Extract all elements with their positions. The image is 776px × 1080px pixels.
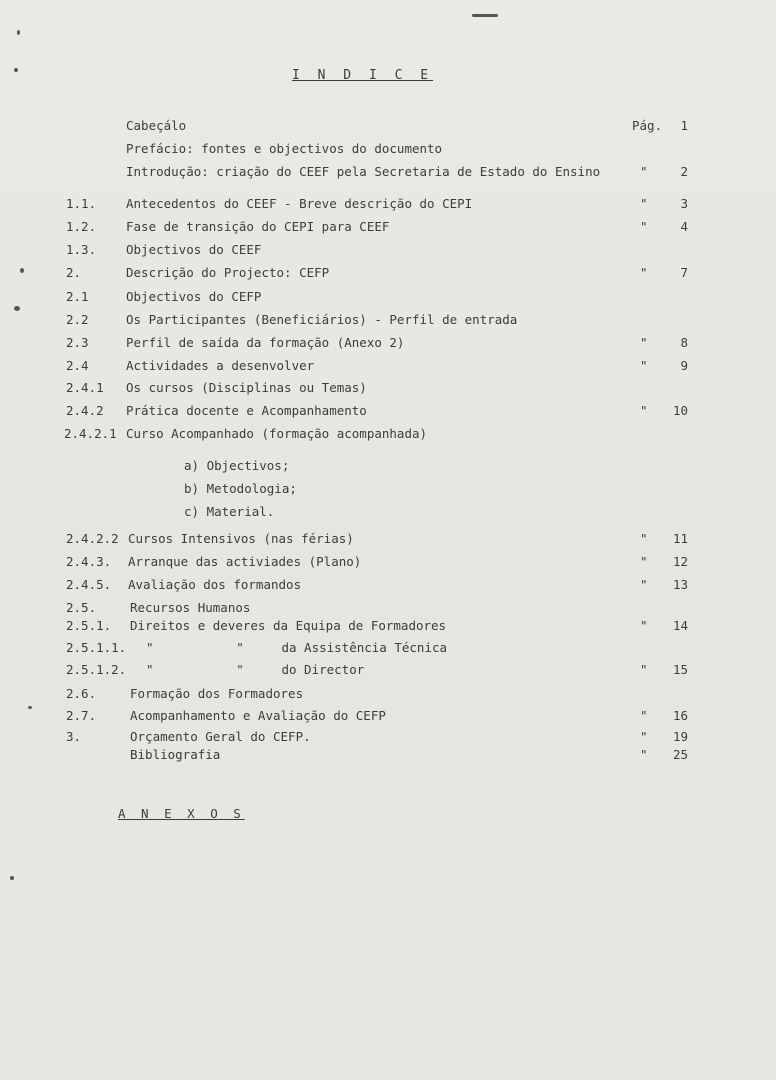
entry-page: 13 bbox=[672, 577, 688, 592]
entry-text: Arranque das activiades (Plano) bbox=[128, 554, 362, 569]
entry-page: 19 bbox=[672, 729, 688, 744]
sub-item bbox=[0, 458, 776, 476]
toc-entry bbox=[0, 265, 776, 283]
sub-item bbox=[0, 481, 776, 499]
entry-number: 1.3. bbox=[66, 242, 97, 257]
entry-text: Acompanhamento e Avaliação do CEFP bbox=[130, 708, 386, 723]
entry-number: 2.5.1.2. bbox=[66, 662, 127, 677]
toc-entry bbox=[0, 662, 776, 680]
entry-number: 2.2 bbox=[66, 312, 89, 327]
toc-entry bbox=[0, 403, 776, 421]
entry-page: 16 bbox=[672, 708, 688, 723]
entry-number: 2.4.2.2 bbox=[66, 531, 119, 546]
toc-entry bbox=[0, 729, 776, 747]
entry-number: 2.4.3. bbox=[66, 554, 112, 569]
sub-item bbox=[0, 504, 776, 522]
toc-entry bbox=[0, 747, 776, 765]
entry-text: Objectivos do CEEF bbox=[126, 242, 262, 257]
page-label: Pág. bbox=[632, 118, 663, 133]
entry-number: 3. bbox=[66, 729, 82, 744]
ditto-mark: " bbox=[640, 554, 648, 569]
entry-page: 8 bbox=[680, 335, 688, 350]
toc-entry bbox=[0, 380, 776, 398]
toc-entry bbox=[0, 577, 776, 595]
entry-text: Avaliação dos formandos bbox=[128, 577, 302, 592]
entry-text: Os cursos (Disciplinas ou Temas) bbox=[126, 380, 367, 395]
entry-text: Cabeçálo bbox=[126, 118, 187, 133]
entry-number: 1.2. bbox=[66, 219, 97, 234]
entry-text: Direitos e deveres da Equipa de Formadores bbox=[130, 618, 447, 633]
entry-text: Fase de transição do CEPI para CEEF bbox=[126, 219, 390, 234]
entry-page: 14 bbox=[672, 618, 688, 633]
ditto-mark: " bbox=[640, 662, 648, 677]
index-title: I N D I C E bbox=[292, 68, 434, 83]
toc-entry bbox=[0, 531, 776, 549]
entry-text: Orçamento Geral do CEFP. bbox=[130, 729, 311, 744]
entry-number: 2.5.1.1. bbox=[66, 640, 127, 655]
entry-number: 1.1. bbox=[66, 196, 97, 211]
entry-number: 2.3 bbox=[66, 335, 89, 350]
margin-speck bbox=[17, 30, 20, 35]
entry-text: Prática docente e Acompanhamento bbox=[126, 403, 367, 418]
ditto-mark: " bbox=[640, 729, 648, 744]
entry-number: 2.1 bbox=[66, 289, 89, 304]
entry-text: " " do Director bbox=[146, 662, 365, 677]
entry-text: Perfil de saída da formação (Anexo 2) bbox=[126, 335, 405, 350]
entry-text: Prefácio: fontes e objectivos do documento bbox=[126, 141, 443, 156]
toc-entry bbox=[0, 118, 776, 136]
margin-speck bbox=[10, 876, 14, 880]
toc-entry bbox=[0, 289, 776, 307]
ditto-mark: " bbox=[640, 335, 648, 350]
entry-page: 12 bbox=[672, 554, 688, 569]
staple-mark bbox=[472, 14, 498, 17]
entry-text: Recursos Humanos bbox=[130, 600, 251, 615]
entry-text: Objectivos do CEFP bbox=[126, 289, 262, 304]
entry-page: 3 bbox=[680, 196, 688, 211]
toc-entry bbox=[0, 708, 776, 726]
margin-speck bbox=[20, 268, 24, 273]
entry-text: Descrição do Projecto: CEFP bbox=[126, 265, 330, 280]
toc-entry bbox=[0, 358, 776, 376]
ditto-mark: " bbox=[640, 164, 648, 179]
toc-entry bbox=[0, 335, 776, 353]
entry-page: 2 bbox=[680, 164, 688, 179]
entry-text: Actividades a desenvolver bbox=[126, 358, 315, 373]
entry-number: 2. bbox=[66, 265, 82, 280]
ditto-mark: " bbox=[640, 531, 648, 546]
toc-entry bbox=[0, 554, 776, 572]
margin-speck bbox=[28, 706, 32, 709]
entry-page: 25 bbox=[672, 747, 688, 762]
toc-entry bbox=[0, 141, 776, 159]
annex-title: A N E X O S bbox=[118, 806, 245, 821]
entry-text: Os Participantes (Beneficiários) - Perfil de entrada bbox=[126, 312, 518, 327]
ditto-mark: " bbox=[640, 618, 648, 633]
ditto-mark: " bbox=[640, 358, 648, 373]
ditto-mark: " bbox=[640, 265, 648, 280]
ditto-mark: " bbox=[640, 219, 648, 234]
entry-number: 2.7. bbox=[66, 708, 97, 723]
entry-page: 4 bbox=[680, 219, 688, 234]
sub-item-text: c) Material. bbox=[184, 504, 275, 519]
entry-number: 2.5.1. bbox=[66, 618, 112, 633]
entry-page: 1 bbox=[680, 118, 688, 133]
entry-text: Bibliografia bbox=[130, 747, 221, 762]
entry-text: Cursos Intensivos (nas férias) bbox=[128, 531, 354, 546]
toc-entry bbox=[0, 242, 776, 260]
entry-number: 2.4.1 bbox=[66, 380, 104, 395]
margin-speck bbox=[14, 306, 20, 311]
entry-text: Antecedentos do CEEF - Breve descrição do CEPI bbox=[126, 196, 473, 211]
sub-item-text: b) Metodologia; bbox=[184, 481, 297, 496]
toc-entry bbox=[0, 640, 776, 658]
toc-entry bbox=[0, 312, 776, 330]
sub-item-text: a) Objectivos; bbox=[184, 458, 290, 473]
entry-number: 2.5. bbox=[66, 600, 97, 615]
entry-page: 7 bbox=[680, 265, 688, 280]
entry-page: 11 bbox=[672, 531, 688, 546]
entry-page: 15 bbox=[672, 662, 688, 677]
ditto-mark: " bbox=[640, 747, 648, 762]
entry-text: Curso Acompanhado (formação acompanhada) bbox=[126, 426, 428, 441]
toc-entry bbox=[0, 618, 776, 636]
entry-text: Introdução: criação do CEEF pela Secretaria de Estado do Ensino bbox=[126, 164, 601, 179]
margin-speck bbox=[14, 68, 18, 72]
entry-text: " " da Assistência Técnica bbox=[146, 640, 448, 655]
entry-number: 2.4.2.1 bbox=[64, 426, 117, 441]
ditto-mark: " bbox=[640, 708, 648, 723]
toc-entry bbox=[0, 600, 776, 618]
entry-number: 2.4.2 bbox=[66, 403, 104, 418]
toc-entry bbox=[0, 426, 776, 444]
entry-page: 9 bbox=[680, 358, 688, 373]
entry-number: 2.6. bbox=[66, 686, 97, 701]
toc-entry bbox=[0, 164, 776, 182]
entry-page: 10 bbox=[672, 403, 688, 418]
entry-text: Formação dos Formadores bbox=[130, 686, 304, 701]
toc-entry bbox=[0, 686, 776, 704]
ditto-mark: " bbox=[640, 577, 648, 592]
toc-entry bbox=[0, 219, 776, 237]
entry-number: 2.4 bbox=[66, 358, 89, 373]
entry-number: 2.4.5. bbox=[66, 577, 112, 592]
ditto-mark: " bbox=[640, 403, 648, 418]
toc-entry bbox=[0, 196, 776, 214]
ditto-mark: " bbox=[640, 196, 648, 211]
